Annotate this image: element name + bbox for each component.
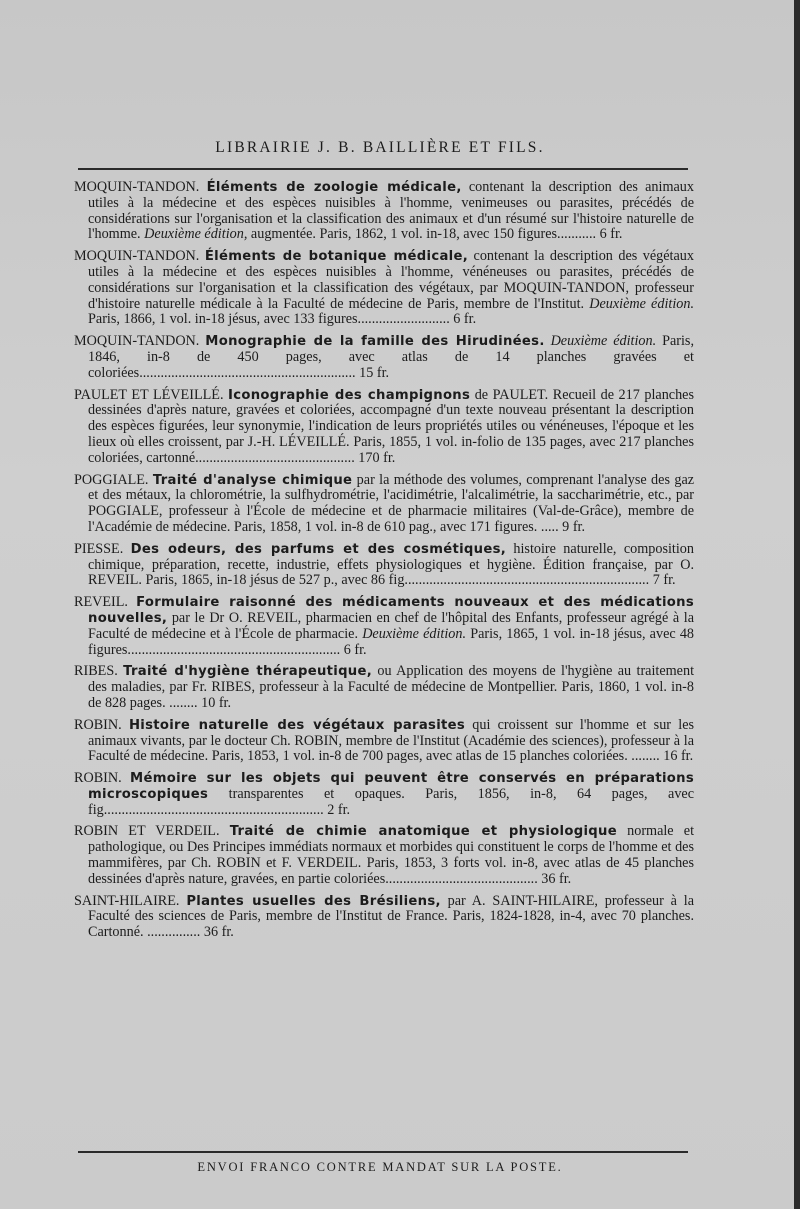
entry-author: MOQUIN-TANDON.: [74, 179, 200, 195]
entry-price-line: ..... 9 fr.: [540, 518, 586, 535]
entry-title: Monographie de la famille des Hirudinées.: [205, 334, 545, 350]
entry-title: Traité de chimie anatomique et physiologique: [229, 824, 617, 840]
entry-title: Traité d'analyse chimique: [152, 472, 353, 488]
entry-title: Iconographie des champignons: [228, 387, 471, 403]
entry-price-line: Paris, 1866, 1 vol. in-18 jésus, avec 133 figures.......................... 6 fr.: [88, 311, 477, 328]
entry-description: par le Dr O. REVEIL, pharmacien en chef de l'hôpital des Enfants, professeur agrégé à la Faculté de médecine et à l'École de pharmacie.: [88, 609, 695, 642]
catalog-entry: [74, 249, 694, 328]
page-footer: ENVOI FRANCO CONTRE MANDAT SUR LA POSTE.: [197, 1160, 563, 1174]
entry-price-line: augmentée. Paris, 1862, 1 vol. in-18, avec 150 figures........... 6 fr.: [250, 226, 623, 243]
entry-author: MOQUIN-TANDON.: [74, 248, 200, 265]
catalog-entry: [74, 718, 694, 765]
catalog-entry: [74, 542, 694, 589]
catalog-entry: [74, 180, 694, 243]
entry-description: histoire naturelle, composition chimique, préparation, recette, industrie, effets physiologiques et hygiène. Édition française, par O. REVEIL. Paris, 1865, in-18 jésus de 527 p., avec: [88, 540, 694, 589]
entry-edition: Deuxième édition.: [362, 625, 467, 642]
entry-description: qui croissent sur l'homme et sur les animaux vivants, par le docteur Ch. ROBIN, membre de l'Institut (Académie des sciences), professeur à la Faculté de médecine. Paris, 1853, 1 vol. in-8 de 700 pages, avec atlas de 15 planches coloriées.: [88, 716, 695, 765]
catalog-entry: [74, 595, 694, 658]
entry-author: ROBIN.: [74, 770, 122, 787]
catalog-entry: [74, 824, 694, 887]
entry-author: PAULET ET LÉVEILLÉ.: [74, 386, 224, 403]
entry-author: PIESSE.: [74, 540, 124, 557]
entry-description: ou Application des moyens de l'hygiène au traitement des maladies, par Fr. RIBES, professeur à la Faculté de médecine de Montpellier. Paris, 1860, 1 vol. in-8 de 828 pages.: [88, 663, 695, 711]
entry-price-line: 64 pages, avec fig.............................................................. 2 fr.: [88, 785, 695, 818]
entry-author: REVEIL.: [74, 594, 128, 611]
catalog-entry: [74, 664, 694, 711]
entry-title: Plantes usuelles des Brésiliens,: [186, 893, 441, 909]
entry-title: Mémoire sur les objets qui peuvent être conservés en préparations microscopiques: [88, 771, 695, 802]
entry-author: POGGIALE.: [74, 471, 149, 488]
entry-author: RIBES.: [74, 663, 118, 680]
entry-description: contenant la description des animaux utiles à la médecine et des espèces nuisibles à l'homme, venimeuses ou parasites, précédés de considérations sur l'organisation et la classification des animaux et d'un résumé sur l'histoire naturelle de l'homme.: [88, 179, 694, 243]
header-rule: [78, 168, 688, 170]
entry-author: ROBIN.: [74, 716, 122, 733]
entry-price-line: Paris, 1865, 1 vol. in-18 jésus, avec 48 figures............................................................ 6 fr.: [88, 625, 695, 658]
footer-rule: [78, 1151, 688, 1153]
catalog-entry: [74, 473, 694, 536]
catalog-entry: [74, 388, 694, 467]
entry-price-line: planches coloriées, cartonné............................................. 170 fr.: [88, 433, 694, 466]
entry-author: ROBIN ET VERDEIL.: [74, 823, 220, 840]
catalog-entry: [74, 334, 694, 381]
entry-title: Éléments de botanique médicale,: [204, 249, 469, 265]
entry-title: Formulaire raisonné des médicaments nouveaux et des médications nouvelles,: [88, 595, 694, 626]
entry-price-line: 86 fig..................................................................... 7 fr.: [370, 572, 676, 589]
entry-title: Traité d'hygiène thérapeutique,: [123, 664, 373, 680]
entry-description: normale et pathologique, ou Des Principes immédiats normaux et morbides qui constituent le corps de l'homme et des mammifères, par Ch. ROBIN et F. VERDEIL. Paris, 1853, 3 forts vol. in-8, avec atlas de 45 planches dessinées d'après nature,: [88, 823, 695, 887]
entry-price-line: Paris, 1846, in-8 de 450 pages, avec atlas de 14 planches gravées et coloriées............................................................. 15 fr.: [88, 333, 694, 381]
catalog-entries: [74, 180, 694, 947]
entry-price-line: ............... 36 fr.: [147, 924, 234, 941]
entry-edition: Deuxième édition,: [144, 226, 248, 243]
entry-description: par A. SAINT-HILAIRE, professeur à la Faculté des sciences de Paris, membre de l'Institut de France. Paris, 1824-1828, in-4, avec 70 planches. Cartonné.: [88, 892, 695, 941]
entry-author: MOQUIN-TANDON.: [74, 333, 200, 350]
entry-description: de PAULET. Recueil de 217 planches dessinées d'après nature, gravées et coloriées, accompagné d'un texte nouveau présentant la description des espèces figurées, leur synonymie, l'indication de leurs propriétés utiles ou vénéneuses, l'époque et les lieux où elles croissent, par J.-H. LÉVEILLÉ. Paris, 1855, 1 vol. in-folio de 135 pages, avec 217: [88, 386, 695, 450]
entry-title: Histoire naturelle des végétaux parasites: [128, 717, 466, 733]
catalog-entry: [74, 771, 694, 818]
entry-edition: Deuxième édition.: [589, 295, 694, 312]
entry-edition: Deuxième édition.: [550, 333, 657, 350]
entry-author: SAINT-HILAIRE.: [74, 892, 180, 909]
entry-title: Éléments de zoologie médicale,: [206, 180, 462, 195]
page-edge-shadow: [794, 0, 800, 1209]
entry-title: Des odeurs, des parfums et des cosmétiques,: [130, 541, 507, 557]
page-header: LIBRAIRIE J. B. BAILLIÈRE ET FILS.: [215, 139, 545, 156]
entry-price-line: gravées, en partie coloriées........................................... 36 fr.: [230, 870, 572, 887]
entry-price-line: ........ 10 fr.: [169, 694, 232, 711]
entry-price-line: ........ 16 fr.: [631, 748, 694, 765]
entry-description: par la méthode des volumes, comprenant l'analyse des gaz et des métaux, la chlorométrie, la sulfhydrométrie, l'acidimétrie, l'alcalimétrie, la saccharimétrie, etc., par POGGIALE, professeur à l'École de médecine et de pharmacie militaires (Val-de-Grâce), membre de l'Académie de médecine. Paris, 1858, 1 vol. in-8 de 610 pag., avec 171 figures.: [88, 471, 695, 535]
catalog-entry: [74, 894, 694, 941]
entry-description: contenant la description des végétaux utiles à la médecine et des espèces nuisibles à l'homme, vénéneuses ou parasites, précédés de considérations sur l'organisation et la classification des végétaux, par MOQUIN-TANDON, professeur d'histoire naturelle médicale à la Faculté de médecine de Paris, membre de l'Institut.: [88, 248, 694, 312]
entry-description: transparentes et opaques. Paris, 1856, in-8,: [228, 785, 557, 802]
